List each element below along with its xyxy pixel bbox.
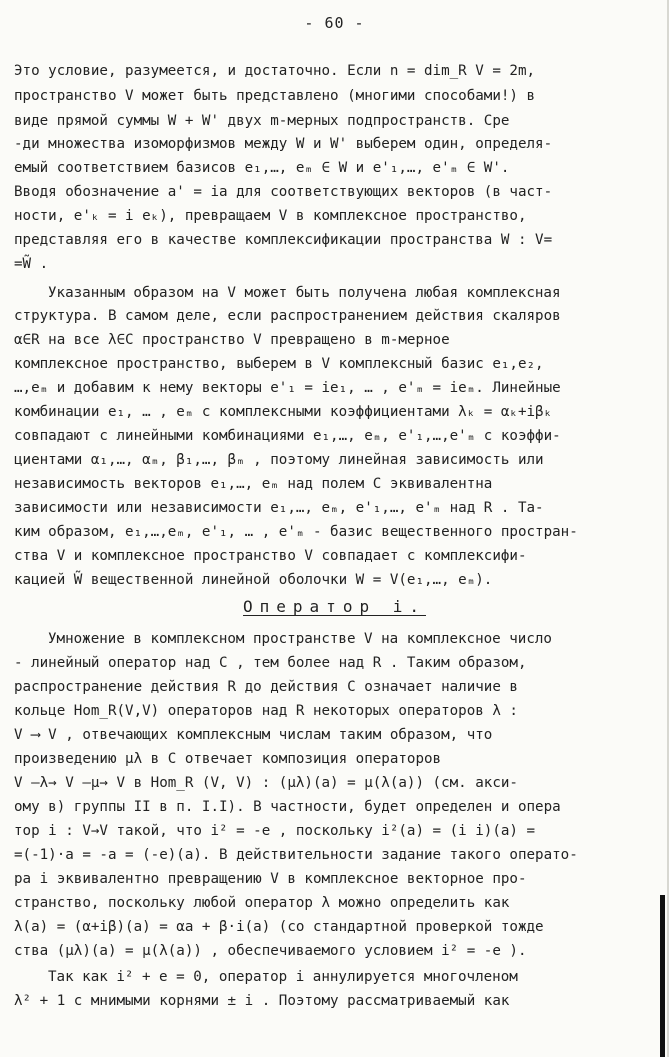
page-number: - 60 - — [304, 14, 365, 32]
text-line: Это условие, разумеется, и достаточно. Если n = dim_R V = 2m, — [14, 63, 536, 79]
text-line: λ² + 1 с мнимыми корнями ± i . Поэтому рассматриваемый как — [14, 993, 510, 1009]
text-line: произведению μλ в C отвечает композиция операторов — [14, 751, 442, 767]
text-line: структура. В самом деле, если распространением действия скаляров — [14, 308, 561, 324]
text-line: пространство V может быть представлено (многими способами!) в — [14, 88, 536, 104]
text-line: независимость векторов e₁,…, eₘ над полем C эквивалентна — [14, 476, 493, 492]
text-line: ому в) группы II в п. I.I). В частности, будет определен и опера — [14, 799, 561, 815]
text-line: кацией W̃ вещественной линейной оболочки W = V(e₁,…, eₘ). — [14, 572, 493, 588]
text-line: зависимости или независимости e₁,…, eₘ, e'₁,…, e'ₘ над R . Та- — [14, 500, 544, 516]
text-line: -ди множества изоморфизмов между W и W' выберем один, определя- — [14, 136, 553, 152]
text-line: странство, поскольку любой оператор λ можно определить как — [14, 895, 510, 911]
text-line: =W̃ . — [14, 256, 49, 272]
text-line: ства V и комплексное пространство V совпадает с комплексифи- — [14, 548, 527, 564]
text-line: Так как i² + e = 0, оператор i аннулируется многочленом — [48, 969, 518, 985]
text-line: ким образом, e₁,…,eₘ, e'₁, … , e'ₘ - базис вещественного простран- — [14, 524, 578, 540]
text-line: =(-1)·a = -a = (-e)(a). В действительности задание такого операто- — [14, 847, 578, 863]
text-line: ра i эквивалентно превращению V в комплексное векторное про- — [14, 871, 527, 887]
text-line: α∈R на все λ∈C пространство V превращено в m-мерное — [14, 332, 450, 348]
text-line: емый соответствием базисов e₁,…, eₘ ∈ W и e'₁,…, e'ₘ ∈ W'. — [14, 160, 510, 176]
text-line: комбинации e₁, … , eₘ с комплексными коэффициентами λₖ = αₖ+iβₖ — [14, 404, 553, 420]
text-line: кольце Hom_R(V,V) операторов над R некоторых операторов λ : — [14, 703, 518, 719]
text-line: Умножение в комплексном пространстве V на комплексное число — [48, 631, 552, 647]
text-line: …,eₘ и добавим к нему векторы e'₁ = ie₁, … , e'ₘ = ieₘ. Линейные — [14, 380, 561, 396]
text-line: циентами α₁,…, αₘ, β₁,…, βₘ , поэтому линейная зависимость или — [14, 452, 544, 468]
text-line: виде прямой суммы W + W' двух m-мерных подпространств. Сре — [14, 113, 510, 129]
text-line: V —λ→ V —μ→ V в Hom_R (V, V) : (μλ)(a) = μ(λ(a)) (см. акси- — [14, 775, 518, 791]
text-line: V ⟶ V , отвечающих комплексным числам таким образом, что — [14, 727, 493, 743]
scan-edge-bar — [660, 895, 665, 1057]
text-line: Указанным образом на V может быть получена любая комплексная — [48, 285, 561, 301]
text-line: комплексное пространство, выберем в V комплексный базис e₁,e₂, — [14, 356, 544, 372]
text-line: λ(a) = (α+iβ)(a) = αa + β·i(a) (со стандартной проверкой тожде — [14, 919, 544, 935]
text-line: представляя его в качестве комплексификации пространства W : V= — [14, 232, 553, 248]
text-line: тор i : V→V такой, что i² = -e , поскольку i²(a) = (i i)(a) = — [14, 823, 536, 839]
text-line: Вводя обозначение a' = ia для соответствующих векторов (в част- — [14, 184, 553, 200]
text-line: - линейный оператор над C , тем более над R . Таким образом, — [14, 655, 527, 671]
text-line: ства (μλ)(a) = μ(λ(a)) , обеспечиваемого условием i² = -e ). — [14, 943, 527, 959]
text-line: ности, e'ₖ = i eₖ), превращаем V в комплексное пространство, — [14, 208, 527, 224]
text-line: распространение действия R до действия C означает наличие в — [14, 679, 518, 695]
section-heading: Оператор i. — [243, 597, 426, 616]
text-line: совпадают с линейными комбинациями e₁,…, eₘ, e'₁,…,e'ₘ с коэффи- — [14, 428, 561, 444]
